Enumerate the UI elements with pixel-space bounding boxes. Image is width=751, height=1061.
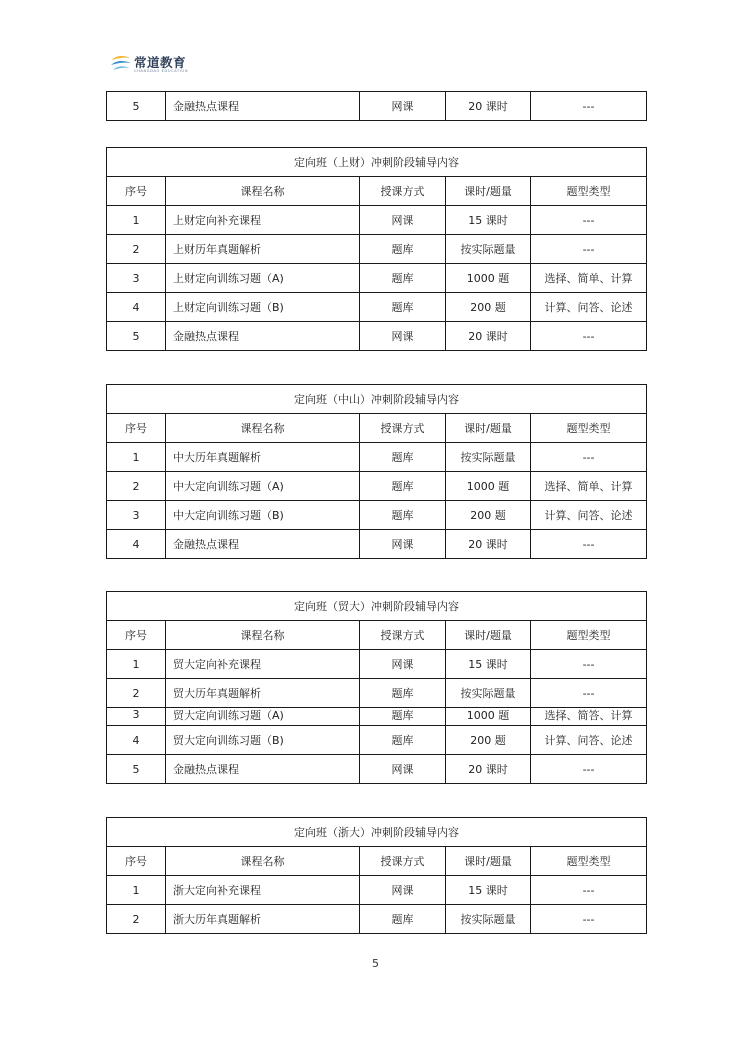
hours-count: 1000 题 xyxy=(466,708,510,722)
question-types: 计算、问答、论述 xyxy=(531,501,647,530)
hours-count: 15 课时 xyxy=(446,206,531,235)
table-row xyxy=(107,650,647,679)
header-name: 课程名称 xyxy=(166,177,360,206)
logo-tagline: CHANGDAO EDUCATION xyxy=(134,69,189,73)
row-number: 4 xyxy=(107,726,166,755)
hours-count: 20 课时 xyxy=(446,755,531,784)
table-row xyxy=(107,679,647,708)
teaching-method: 网课 xyxy=(360,650,446,679)
header-no: 序号 xyxy=(107,621,166,650)
row-number: 5 xyxy=(107,755,166,784)
teaching-method: 网课 xyxy=(360,206,446,235)
course-name: 金融热点课程 xyxy=(166,322,360,351)
table-row xyxy=(107,235,647,264)
row-number: 1 xyxy=(107,443,166,472)
table-header-row xyxy=(107,177,647,206)
table-row xyxy=(107,708,647,726)
course-name: 上财历年真题解析 xyxy=(166,235,360,264)
course-name: 上财定向训练习题（B) xyxy=(166,293,360,322)
row-number: 1 xyxy=(107,876,166,905)
header-method: 授课方式 xyxy=(360,847,446,876)
continued-course-table xyxy=(106,91,647,121)
course-name: 上财定向补充课程 xyxy=(166,206,360,235)
hours-count: 15 课时 xyxy=(446,876,531,905)
hours-count: 按实际题量 xyxy=(446,679,531,708)
header-no: 序号 xyxy=(107,847,166,876)
header-hours: 课时/题量 xyxy=(446,414,531,443)
row-number: 4 xyxy=(107,293,166,322)
question-types: --- xyxy=(531,322,647,351)
teaching-method: 题库 xyxy=(360,905,446,934)
question-types: --- xyxy=(531,755,647,784)
logo-name: 常道教育 xyxy=(134,55,187,70)
hours-count: 200 题 xyxy=(446,501,531,530)
teaching-method: 网课 xyxy=(360,322,446,351)
question-types: 选择、简答、计算 xyxy=(544,708,633,722)
hours-count: 20 课时 xyxy=(446,322,531,351)
teaching-method: 题库 xyxy=(360,293,446,322)
hours-count: 按实际题量 xyxy=(446,905,531,934)
header-no: 序号 xyxy=(107,414,166,443)
uibe-course-table xyxy=(106,591,647,784)
row-number: 1 xyxy=(107,206,166,235)
header-type: 题型类型 xyxy=(531,621,647,650)
row-number: 2 xyxy=(107,235,166,264)
table-row xyxy=(107,293,647,322)
course-name: 金融热点课程 xyxy=(166,755,360,784)
course-name: 贸大历年真题解析 xyxy=(166,679,360,708)
question-types: --- xyxy=(531,443,647,472)
row-number: 1 xyxy=(107,650,166,679)
hours-count: 20 课时 xyxy=(446,92,531,121)
course-name: 上财定向训练习题（A) xyxy=(166,264,360,293)
table-row xyxy=(107,443,647,472)
header-hours: 课时/题量 xyxy=(446,177,531,206)
course-name: 中大定向训练习题（B) xyxy=(166,501,360,530)
header-method: 授课方式 xyxy=(360,414,446,443)
header-hours: 课时/题量 xyxy=(446,621,531,650)
question-types: 选择、简单、计算 xyxy=(531,472,647,501)
teaching-method: 题库 xyxy=(360,264,446,293)
question-types: --- xyxy=(531,206,647,235)
logo-icon xyxy=(110,54,132,74)
table-row xyxy=(107,755,647,784)
question-types: 选择、简单、计算 xyxy=(531,264,647,293)
hours-count: 按实际题量 xyxy=(446,235,531,264)
hours-count: 1000 题 xyxy=(446,472,531,501)
header-type: 题型类型 xyxy=(531,414,647,443)
table-header-row xyxy=(107,621,647,650)
course-name: 浙大历年真题解析 xyxy=(166,905,360,934)
table-title: 定向班（贸大）冲刺阶段辅导内容 xyxy=(107,592,647,621)
row-number: 3 xyxy=(107,501,166,530)
page-number: 5 xyxy=(372,957,379,970)
teaching-method: 网课 xyxy=(360,530,446,559)
row-number: 3 xyxy=(107,264,166,293)
row-number: 2 xyxy=(107,472,166,501)
course-name: 金融热点课程 xyxy=(166,92,360,121)
course-name: 浙大定向补充课程 xyxy=(166,876,360,905)
question-types: --- xyxy=(531,650,647,679)
course-name: 贸大定向训练习题（B) xyxy=(166,726,360,755)
sysu-course-table xyxy=(106,384,647,559)
header-name: 课程名称 xyxy=(166,621,360,650)
question-types: 计算、问答、论述 xyxy=(531,293,647,322)
question-types: --- xyxy=(531,235,647,264)
hours-count: 按实际题量 xyxy=(446,443,531,472)
teaching-method: 题库 xyxy=(360,235,446,264)
hours-count: 20 课时 xyxy=(446,530,531,559)
header-method: 授课方式 xyxy=(360,177,446,206)
table-title: 定向班（中山）冲刺阶段辅导内容 xyxy=(107,385,647,414)
table-row xyxy=(107,472,647,501)
course-name: 贸大定向训练习题（A) xyxy=(173,708,284,722)
shufe-course-table xyxy=(106,147,647,351)
row-number: 5 xyxy=(107,92,166,121)
row-number: 3 xyxy=(132,708,140,721)
question-types: --- xyxy=(531,905,647,934)
teaching-method: 题库 xyxy=(360,679,446,708)
table-row xyxy=(107,726,647,755)
teaching-method: 题库 xyxy=(360,443,446,472)
table-row xyxy=(107,876,647,905)
teaching-method: 网课 xyxy=(360,92,446,121)
table-row xyxy=(107,264,647,293)
teaching-method: 网课 xyxy=(360,755,446,784)
table-title: 定向班（上财）冲刺阶段辅导内容 xyxy=(107,148,647,177)
teaching-method: 题库 xyxy=(360,726,446,755)
teaching-method: 题库 xyxy=(391,708,414,722)
header-hours: 课时/题量 xyxy=(446,847,531,876)
table-row xyxy=(107,501,647,530)
course-name: 中大定向训练习题（A) xyxy=(166,472,360,501)
table-row xyxy=(107,206,647,235)
table-header-row xyxy=(107,847,647,876)
header-type: 题型类型 xyxy=(531,847,647,876)
hours-count: 15 课时 xyxy=(446,650,531,679)
table-title: 定向班（浙大）冲刺阶段辅导内容 xyxy=(107,818,647,847)
hours-count: 200 题 xyxy=(446,726,531,755)
hours-count: 200 题 xyxy=(446,293,531,322)
teaching-method: 题库 xyxy=(360,501,446,530)
row-number: 2 xyxy=(107,905,166,934)
question-types: --- xyxy=(531,92,647,121)
hours-count: 1000 题 xyxy=(446,264,531,293)
row-number: 4 xyxy=(107,530,166,559)
question-types: --- xyxy=(531,876,647,905)
table-row xyxy=(107,92,647,121)
zju-course-table xyxy=(106,817,647,934)
teaching-method: 题库 xyxy=(360,472,446,501)
course-name: 金融热点课程 xyxy=(166,530,360,559)
header-type: 题型类型 xyxy=(531,177,647,206)
row-number: 2 xyxy=(107,679,166,708)
question-types: 计算、问答、论述 xyxy=(531,726,647,755)
company-logo xyxy=(110,52,200,76)
question-types: --- xyxy=(531,679,647,708)
course-name: 贸大定向补充课程 xyxy=(166,650,360,679)
table-header-row xyxy=(107,414,647,443)
question-types: --- xyxy=(531,530,647,559)
header-method: 授课方式 xyxy=(360,621,446,650)
row-number: 5 xyxy=(107,322,166,351)
table-row xyxy=(107,530,647,559)
table-row xyxy=(107,905,647,934)
header-name: 课程名称 xyxy=(166,847,360,876)
teaching-method: 网课 xyxy=(360,876,446,905)
header-name: 课程名称 xyxy=(166,414,360,443)
course-name: 中大历年真题解析 xyxy=(166,443,360,472)
header-no: 序号 xyxy=(107,177,166,206)
table-row xyxy=(107,322,647,351)
